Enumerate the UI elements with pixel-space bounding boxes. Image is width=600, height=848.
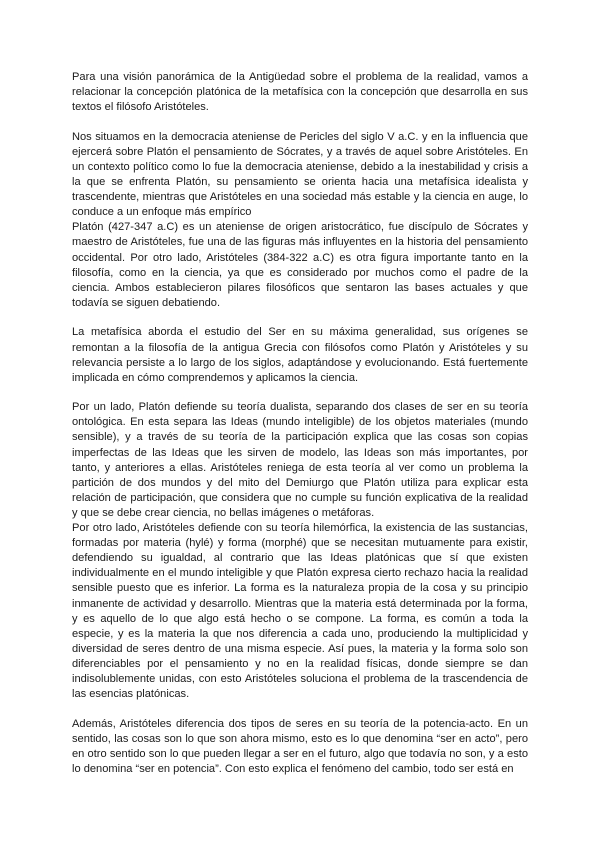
paragraph-context: Nos situamos en la democracia ateniense de Pericles del siglo V a.C. y en la influencia que ejercerá sobre Platón el pensamiento de Sócrates, y a través de aquel sobre Aristóteles. En un contexto político como lo fue la democracia ateniense, debido a la inestabilidad y crisis a la que se enfrenta Platón, su pensamiento se orienta hacia una metafísica idealista y trascendente, mientras que Aristóteles en una sociedad más estable y la ciencia en auge, lo conduce a un enfoque más empírico <box>72 130 528 219</box>
paragraph-authors: Platón (427-347 a.C) es un ateniense de origen aristocrático, fue discípulo de Sócrates y maestro de Aristóteles, fue una de las figuras más influyentes en la historia del pensamiento occidental. Por otro lado, Aristóteles (384-322 a.C) es otra figura importante tanto en la filosofía, como en la ciencia, ya que es considerado por muchos como el padre de la ciencia. Ambos establecieron pilares filosóficos que sentaron las bases actuales y que todavía se siguen debatiendo. <box>72 221 528 309</box>
paragraph-metaphysics: La metafísica aborda el estudio del Ser en su máxima generalidad, sus orígenes se remontan a la filosofía de la antigua Grecia con filósofos como Platón y Aristóteles y su relevancia persiste a lo largo de los siglos, adaptándose y evolucionando. Está fuertemente implicada en cómo comprendemos y aplicamos la ciencia. <box>72 326 528 384</box>
paragraph-hylomorphism: Por otro lado, Aristóteles defiende con su teoría hilemórfica, la existencia de las sustancias, formadas por materia (hylé) y forma (morphé) que se necesitan mutuamente para existir, defendiendo su igualdad, al contrario que las Ideas platónicas que sí que existen individualmente en el mundo inteligible y que Platón expresa cierto rechazo hacia la realidad sensible puesto que es inferior. La forma es la naturaleza propia de la cosa y su principio inmanente de actividad y desarrollo. Mientras que la materia está determinada por la forma, y es aquello de lo que algo está hecho o se compone. La forma, es común a toda la especie, y es la materia la que nos diferencia a cada uno, produciendo la multiplicidad y diversidad de seres dentro de una misma especie. Así pues, la materia y la forma solo son diferenciables por el pensamiento y no en la realidad físicas, donde siempre se dan indisolublemente unidas, con esto Aristóteles soluciona el problema de la trascendencia de las esencias platónicas. <box>72 522 528 701</box>
paragraph-potency-act: Además, Aristóteles diferencia dos tipos de seres en su teoría de la potencia-acto. En un sentido, las cosas son lo que son ahora mismo, esto es lo que denomina “ser en acto”, pero en otro sentido son lo que pueden llegar a ser en el futuro, algo que todavía no son, y a esto lo denomina “ser en potencia”. Con esto explica el fenómeno del cambio, todo ser está en <box>72 717 528 775</box>
document-body <box>72 70 528 777</box>
paragraph-intro: Para una visión panorámica de la Antigüedad sobre el problema de la realidad, vamos a relacionar la concepción platónica de la metafísica con la concepción que desarrolla en sus textos el filósofo Aristóteles. <box>72 71 528 114</box>
paragraph-plato-dualism: Por un lado, Platón defiende su teoría dualista, separando dos clases de ser en su teoría ontológica. En esta separa las Ideas (mundo inteligible) de los objetos materiales (mundo sensible), y a través de su teoría de la participación explica que las cosas son copias imperfectas de las Ideas que les sirven de modelo, las Ideas son más importantes, por tanto, y anteriores a ellas. Aristóteles reniega de esta teoría al ver como un problema la partición de dos mundos y del mito del Demiurgo que Platón utiliza para explicar esta relación de participación, que considera que no cumple su función explicativa de la realidad y que se debe crear ciencia, no bellas imágenes o metáforas. <box>72 401 528 519</box>
